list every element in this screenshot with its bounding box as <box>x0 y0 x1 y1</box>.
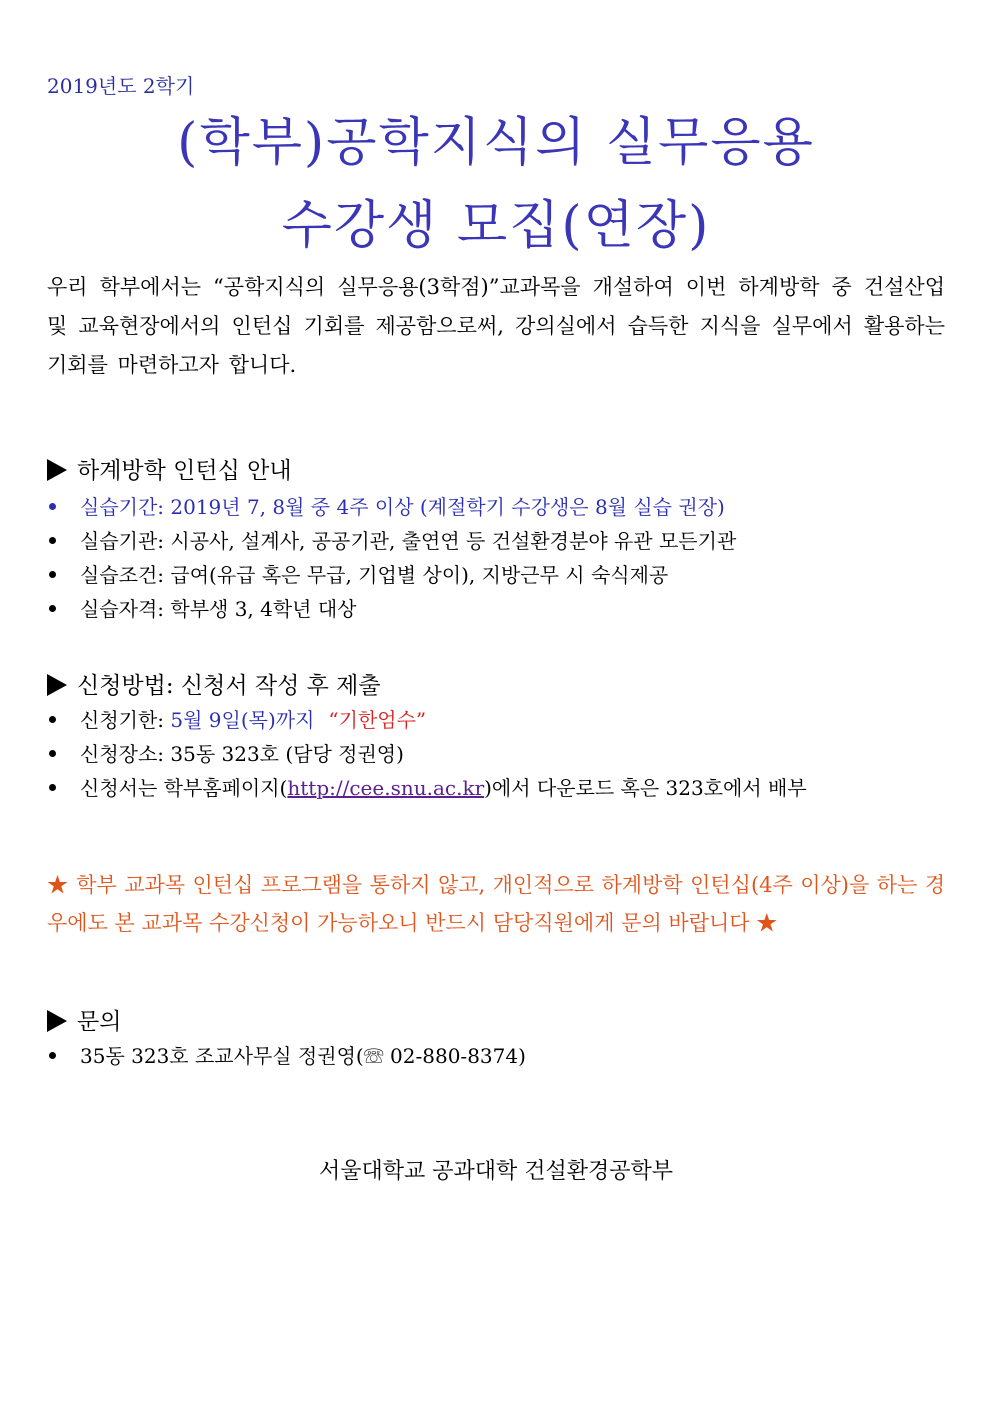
list-item-text: 실습조건: 급여(유급 혹은 무급, 기업별 상이), 지방근무 시 숙식제공 <box>80 563 669 587</box>
application-list <box>47 703 807 805</box>
notice-paragraph: ★ 학부 교과목 인턴십 프로그램을 통하지 않고, 개인적으로 하계방학 인턴십(4주 이상)을 하는 경우에도 본 교과목 수강신청이 가능하오니 반드시 담당직원에게 문의 바랍니다 ★ <box>47 873 945 935</box>
list-item-text: 신청장소: 35동 323호 (담당 정권영) <box>80 742 404 766</box>
bullet-icon <box>49 571 56 578</box>
deadline-note: “기한엄수” <box>328 708 427 732</box>
bullet-icon <box>49 537 56 544</box>
bullet-icon <box>49 605 56 612</box>
page-subtitle: 수강생 모집(연장) <box>281 196 711 256</box>
semester-label: 2019년도 2학기 <box>47 74 195 98</box>
application-heading <box>47 667 381 700</box>
list-item-text: 35동 323호 조교사무실 정권영(☏ 02-880-8374) <box>80 1044 526 1068</box>
bullet-icon <box>49 716 56 723</box>
internship-heading <box>47 452 292 485</box>
bullet-icon <box>49 1052 56 1059</box>
triangle-bullet-icon <box>47 1010 67 1032</box>
list-item <box>47 558 736 592</box>
list-item <box>47 1039 526 1073</box>
form-suffix: )에서 다운로드 혹은 323호에서 배부 <box>484 776 807 800</box>
internship-list <box>47 490 736 626</box>
list-item <box>47 737 807 771</box>
triangle-bullet-icon <box>47 459 67 481</box>
contact-list <box>47 1039 526 1073</box>
list-item-text: 실습기관: 시공사, 설계사, 공공기관, 출연연 등 건설환경분야 유관 모든기관 <box>80 529 737 553</box>
list-item-text: 실습자격: 학부생 3, 4학년 대상 <box>80 597 357 621</box>
list-item <box>47 771 807 805</box>
internship-heading-text: 하계방학 인턴십 안내 <box>77 458 292 484</box>
contact-heading <box>47 1003 121 1036</box>
list-item <box>47 524 736 558</box>
bullet-icon <box>49 503 56 510</box>
triangle-bullet-icon <box>47 674 67 696</box>
footer-organization: 서울대학교 공과대학 건설환경공학부 <box>318 1159 674 1184</box>
application-heading-text: 신청방법: 신청서 작성 후 제출 <box>77 673 381 699</box>
form-prefix: 신청서는 학부홈페이지( <box>80 776 288 800</box>
list-item <box>47 703 807 737</box>
bullet-icon <box>49 750 56 757</box>
deadline-value: 5월 9일(목)까지 <box>170 708 315 732</box>
page-title: (학부)공학지식의 실무응용 <box>177 113 815 173</box>
bullet-icon <box>49 784 56 791</box>
list-item-text: 실습기간: 2019년 7, 8월 중 4주 이상 (계절학기 수강생은 8월 실습 권장) <box>80 495 725 519</box>
list-item <box>47 490 736 524</box>
homepage-link[interactable]: http://cee.snu.ac.kr <box>287 776 485 800</box>
list-item <box>47 592 736 626</box>
contact-heading-text: 문의 <box>77 1009 122 1035</box>
intro-paragraph: 우리 학부에서는 “공학지식의 실무응용(3학점)”교과목을 개설하여 이번 하계방학 중 건설산업 및 교육현장에서의 인턴십 기회를 제공함으로써, 강의실에서 습득한 지식을 실무에서 활용하는 기회를 마련하고자 합니다. <box>47 275 945 377</box>
deadline-label: 신청기한: <box>80 708 171 732</box>
